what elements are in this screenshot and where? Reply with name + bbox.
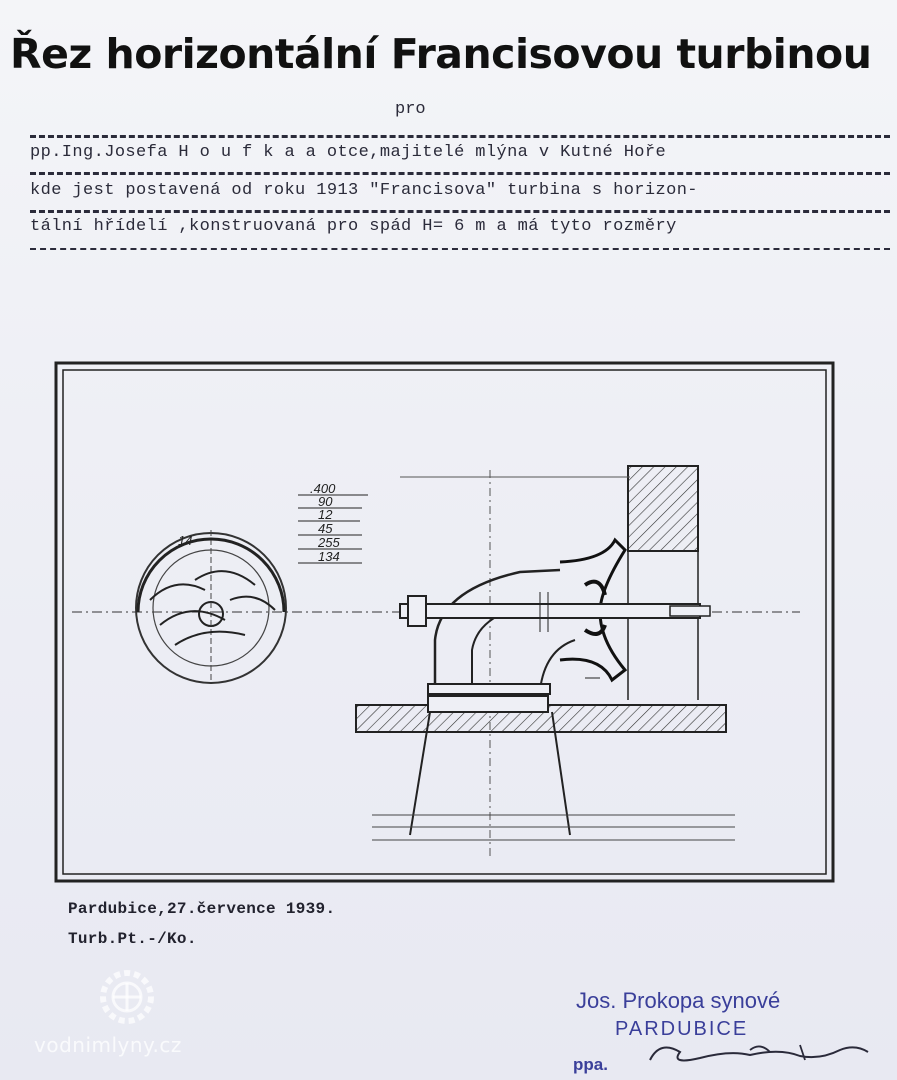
footer-reference: Turb.Pt.-/Ko. <box>68 930 197 948</box>
typed-line-3: tální hřídelí ,konstruovaná pro spád H= 6 m a má tyto rozměry <box>30 217 677 236</box>
pro-label: pro <box>395 100 426 119</box>
wall-block <box>628 466 698 551</box>
watermark-text: vodnimlyny.cz <box>34 1033 182 1057</box>
drawing-frame-inner <box>63 370 826 874</box>
runner-label: 14 <box>178 533 193 548</box>
dim-label-3: 12 <box>318 507 333 522</box>
dimension-table <box>178 481 368 564</box>
shaft <box>400 604 700 618</box>
runner-view <box>136 530 286 683</box>
stamp-ppa: ppa. <box>573 1055 608 1074</box>
typed-line-1: pp.Ing.Josefa H o u f k a a otce,majitelé mlýna v Kutné Hoře <box>30 143 667 162</box>
elbow-casing <box>435 570 560 690</box>
stamp-company: Jos. Prokopa synové <box>576 988 781 1013</box>
document-title: Řez horizontální Francisovou turbinou <box>10 30 872 78</box>
signature-icon <box>640 1030 890 1078</box>
drawing-frame-outer <box>56 363 833 881</box>
gear-watermark-icon <box>92 962 162 1032</box>
footer-date: Pardubice,27.července 1939. <box>68 900 336 918</box>
coupling <box>408 596 426 626</box>
stamp-city: PARDUBICE <box>615 1018 749 1040</box>
dim-label-2: 90 <box>318 494 333 509</box>
dim-label-1: .400 <box>310 481 336 496</box>
dim-label-4: 45 <box>318 521 333 536</box>
dim-label-6: 134 <box>318 549 340 564</box>
dim-label-5: 255 <box>318 535 340 550</box>
typed-line-2: kde jest postavená od roku 1913 "Francisova" turbina s horizon- <box>30 181 698 200</box>
